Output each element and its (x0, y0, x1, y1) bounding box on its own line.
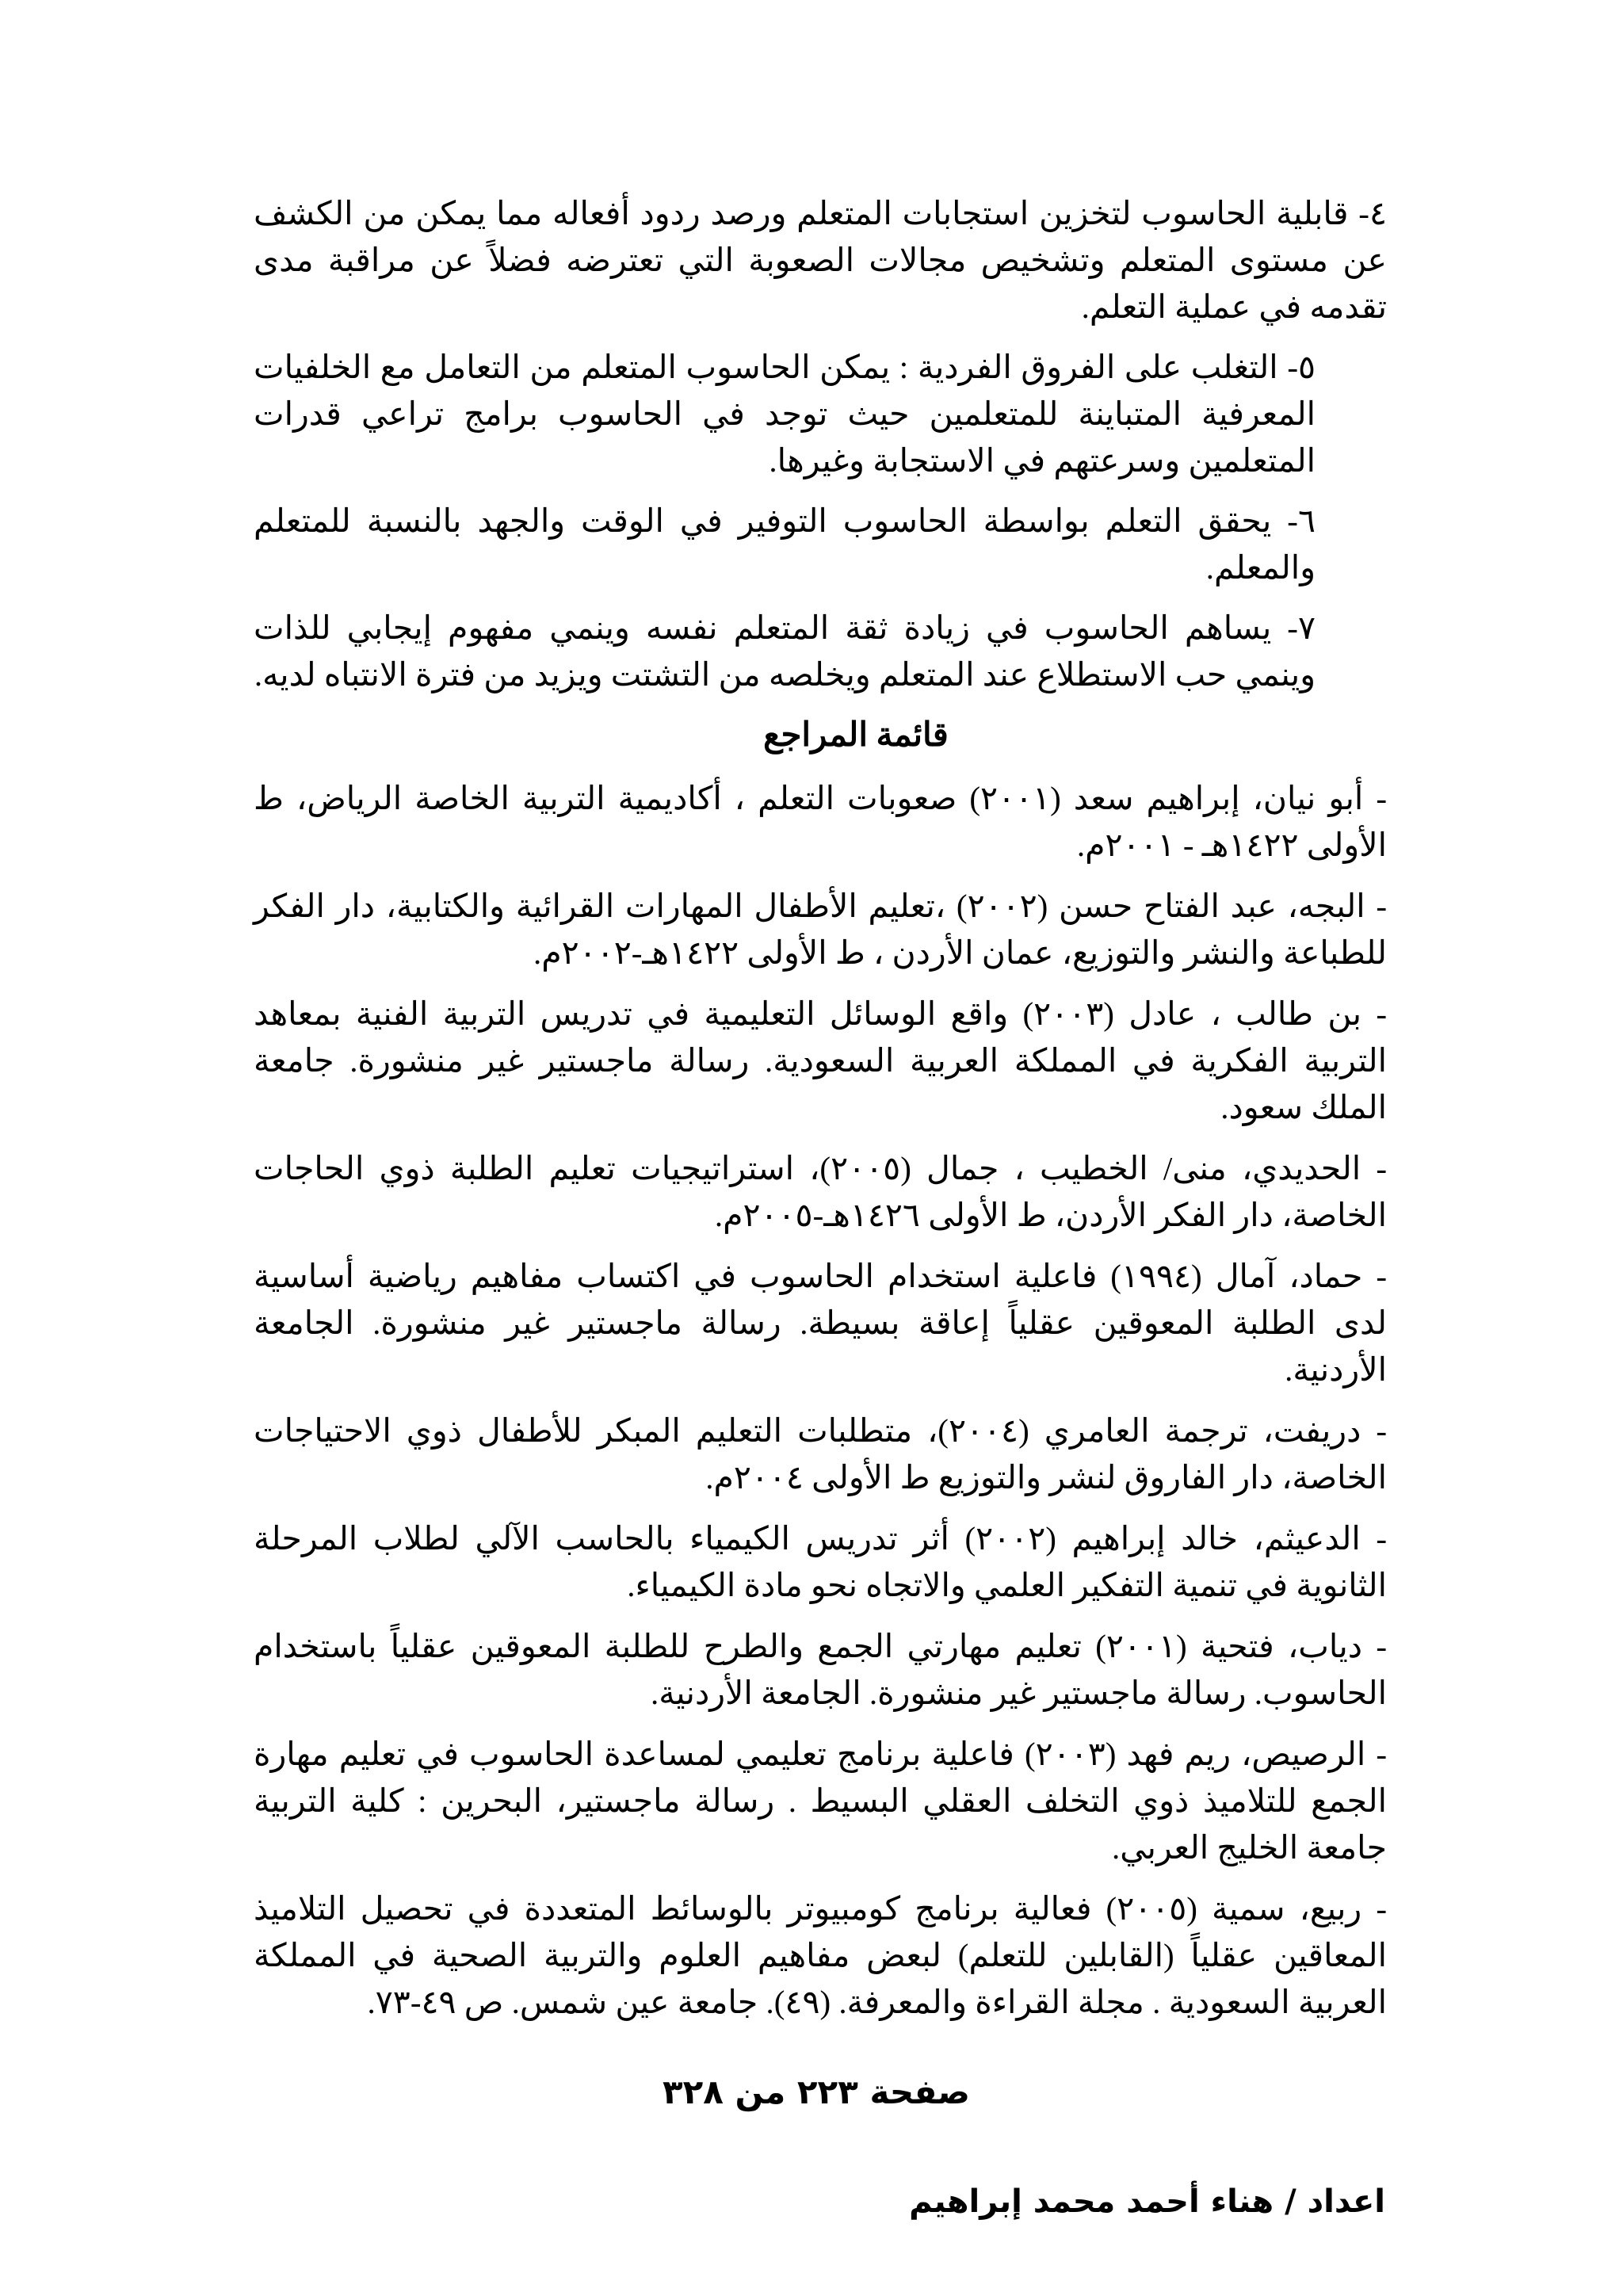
page-number: صفحة ٢٢٣ من ٣٢٨ (662, 2073, 971, 2111)
reference-item: - البجه، عبد الفتاح حسن (٢٠٠٢) ،تعليم الأطفال المهارات القرائية والكتابية، دار الفكر للطباعة والنشر والتوزيع، عمان الأردن ، ط الأولى ١٤٢٢هـ-٢٠٠٢م. (254, 888, 1387, 971)
reference-item: - بن طالب ، عادل (٢٠٠٣) واقع الوسائل التعليمية في تدريس التربية الفنية بمعاهد التربية الفكرية في المملكة العربية السعودية. رسالة ماجستير غير منشورة. جامعة الملك سعود. (254, 995, 1387, 1125)
reference-item: - دياب، فتحية (٢٠٠١) تعليم مهارتي الجمع والطرح للطلبة المعوقين عقلياً باستخدام الحاسوب. رسالة ماجستير غير منشورة. الجامعة الأردنية. (254, 1628, 1387, 1711)
reference-item: - أبو نيان، إبراهيم سعد (٢٠٠١) صعوبات التعلم ، أكاديمية التربية الخاصة الرياض، ط الأولى ١٤٢٢هـ - ٢٠٠١م. (254, 780, 1388, 863)
page-content (254, 190, 1387, 2040)
body-paragraph-7: ٧- يساهم الحاسوب في زيادة ثقة المتعلم نفسه وينمي مفهوم إيجابي للذات وينمي حب الاستطلاع عند المتعلم ويخلصه من التشتت ويزيد من فترة الانتباه لديه. (254, 609, 1316, 693)
reference-item: - دريفت، ترجمة العامري (٢٠٠٤)، متطلبات التعليم المبكر للأطفال ذوي الاحتياجات الخاصة، دار الفاروق لنشر والتوزيع ط الأولى ٢٠٠٤م. (254, 1412, 1387, 1496)
reference-item: - الدعيثم، خالد إبراهيم (٢٠٠٢) أثر تدريس الكيمياء بالحاسب الآلي لطلاب المرحلة الثانوية في تنمية التفكير العلمي والاتجاه نحو مادة الكيمياء. (254, 1520, 1387, 1603)
references-heading: قائمة المراجع (763, 717, 949, 754)
reference-item: - الحديدي، منى/ الخطيب ، جمال (٢٠٠٥)، استراتيجيات تعليم الطلبة ذوي الحاجات الخاصة، دار الفكر الأردن، ط الأولى ١٤٢٦هـ-٢٠٠٥م. (254, 1150, 1387, 1233)
body-paragraph-5: ٥- التغلب على الفروق الفردية : يمكن الحاسوب المتعلم من التعامل مع الخلفيات المعرفية المتباينة للمتعلمين حيث توجد في الحاسوب برامج تراعي قدرات المتعلمين وسرعتهم في الاستجابة وغيرها. (254, 349, 1316, 479)
reference-item: - حماد، آمال (١٩٩٤) فاعلية استخدام الحاسوب في اكتساب مفاهيم رياضية أساسية لدى الطلبة المعوقين عقلياً إعاقة بسيطة. رسالة ماجستير غير منشورة. الجامعة الأردنية. (254, 1258, 1387, 1388)
body-paragraph-6: ٦- يحقق التعلم بواسطة الحاسوب التوفير في الوقت والجهد بالنسبة للمتعلم والمعلم. (254, 502, 1316, 586)
body-paragraph-4: ٤- قابلية الحاسوب لتخزين استجابات المتعلم ورصد ردود أفعاله مما يمكن من الكشف عن مستوى المتعلم وتشخيص مجالات الصعوبة التي تعترضه فضلاً عن مراقبة مدى تقدمه في عملية التعلم. (254, 195, 1387, 325)
reference-item: - ربيع، سمية (٢٠٠٥) فعالية برنامج كومبيوتر بالوسائط المتعددة في تحصيل التلاميذ المعاقين عقلياً (القابلين للتعلم) لبعض مفاهيم العلوم والتربية الصحية في المملكة العربية السعودية . مجلة القراءة والمعرفة. (٤٩). جامعة عين شمس. ص ٤٩-٧٣. (254, 1890, 1387, 2020)
author-credit: اعداد / هناء أحمد محمد إبراهيم (909, 2183, 1385, 2220)
reference-item: - الرصيص، ريم فهد (٢٠٠٣) فاعلية برنامج تعليمي لمساعدة الحاسوب في تعليم مهارة الجمع للتلاميذ ذوي التخلف العقلي البسيط . رسالة ماجستير، البحرين : كلية التربية جامعة الخليج العربي. (254, 1736, 1387, 1866)
